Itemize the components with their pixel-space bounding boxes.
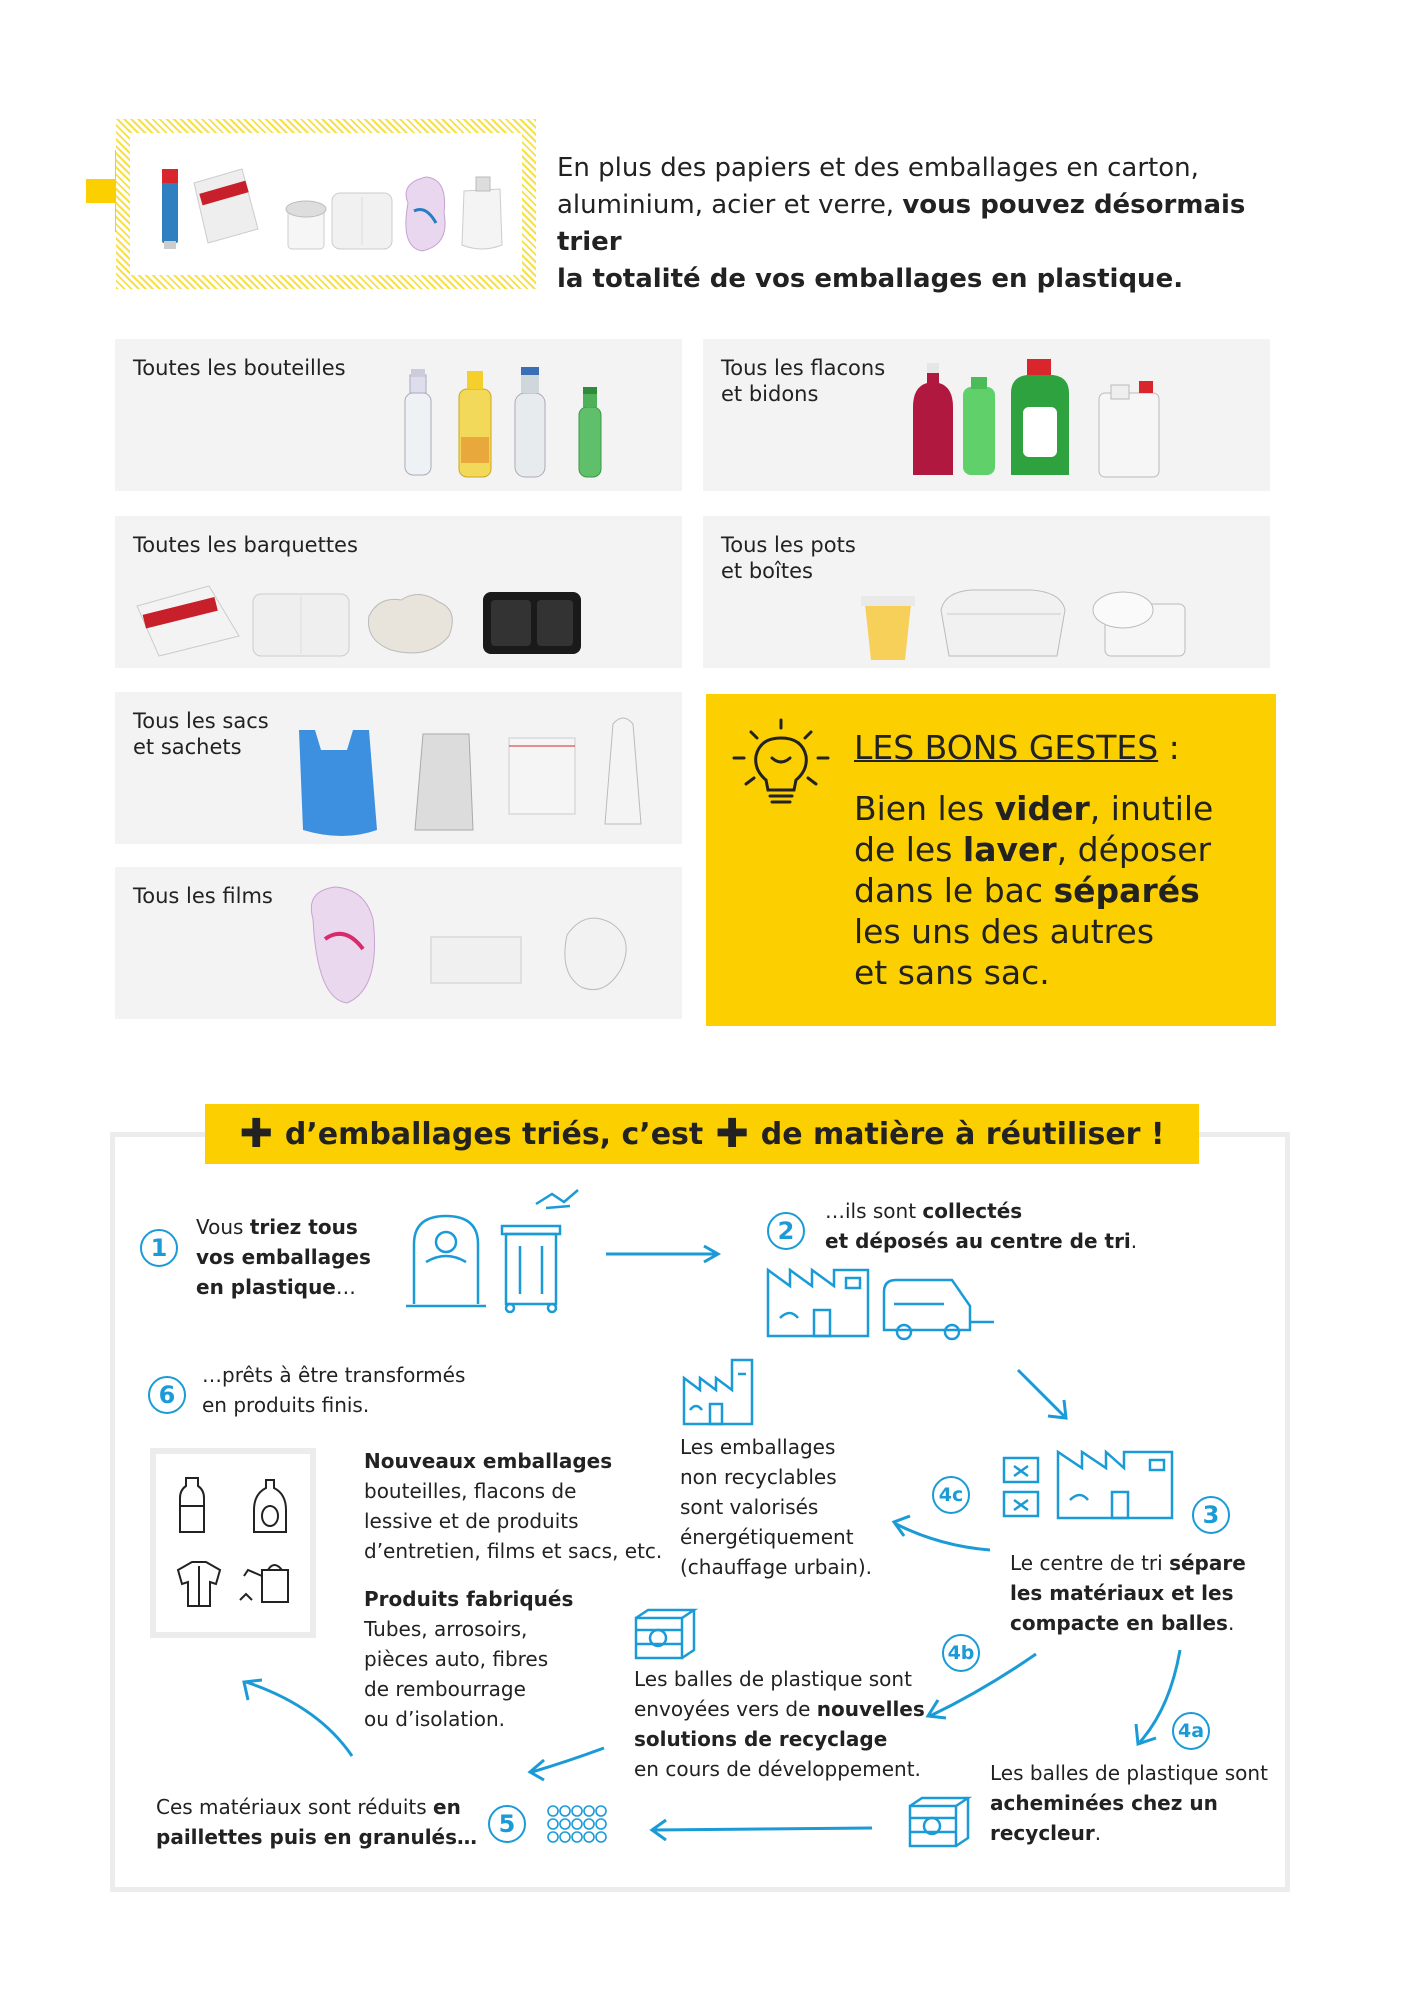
arrow-1-to-2 xyxy=(604,1242,724,1266)
step-4a-line-3 xyxy=(990,1818,1268,1848)
step-2-text xyxy=(825,1196,1137,1256)
products-text-2d: ou d’isolation. xyxy=(364,1707,506,1731)
products-text-2a: Tubes, arrosoirs, xyxy=(364,1617,528,1641)
step-3-line-3 xyxy=(1010,1608,1246,1638)
lightbulb-icon xyxy=(726,718,836,818)
step-4b-badge: 4b xyxy=(942,1634,980,1672)
sorting-center-truck-icon xyxy=(766,1266,1006,1342)
intro-line-1: En plus des papiers et des emballages en carton, xyxy=(557,153,1199,183)
banner-plus-icon-2: ✚ xyxy=(715,1111,749,1157)
arrow-4b-to-5 xyxy=(526,1744,608,1782)
step-6-badge: 6 xyxy=(148,1376,186,1414)
card-films-label: Tous les films xyxy=(133,884,273,908)
tips-l3b: séparés xyxy=(1053,871,1200,910)
step-1-d: en plastique xyxy=(196,1275,336,1299)
card-bottles-label: Toutes les bouteilles xyxy=(133,356,346,380)
step-4b-line-1: Les balles de plastique sont xyxy=(634,1667,912,1691)
tips-title-text: LES BONS GESTES xyxy=(854,728,1159,767)
intro-line-3-bold: la totalité de vos emballages en plastique. xyxy=(557,264,1184,294)
step-5-c: paillettes puis en granulés… xyxy=(156,1825,478,1849)
card-pots-label: Tous les pots et boîtes xyxy=(721,533,856,583)
tips-body xyxy=(854,788,1213,993)
step-6-line-1: …prêts à être transformés xyxy=(202,1363,466,1387)
step-4c-line-2: non recyclables xyxy=(680,1465,837,1489)
step-4a-c: recycleur xyxy=(990,1821,1095,1845)
tips-line-1 xyxy=(854,788,1213,829)
step-4a-line-2 xyxy=(990,1788,1268,1818)
card-trays-label: Toutes les barquettes xyxy=(133,533,358,557)
tips-line-2 xyxy=(854,829,1213,870)
tips-line-4: les uns des autres xyxy=(854,912,1155,951)
step-3-line-2 xyxy=(1010,1578,1246,1608)
step-4b-line-2 xyxy=(634,1694,925,1724)
tips-l2b: laver xyxy=(962,830,1057,869)
step-1-badge: 1 xyxy=(140,1229,178,1267)
step-3-text xyxy=(1010,1548,1246,1638)
tips-l1c: , inutile xyxy=(1089,789,1214,828)
card-films xyxy=(115,867,682,1019)
step-6-text xyxy=(202,1360,465,1420)
products-heading-1: Nouveaux emballages xyxy=(364,1449,613,1473)
card-trays xyxy=(115,516,682,668)
step-3-b: sépare xyxy=(1169,1551,1246,1575)
step-4c-line-4: énergétiquement xyxy=(680,1525,854,1549)
step-1-c: vos emballages xyxy=(196,1245,371,1269)
step-5-a: Ces matériaux sont réduits xyxy=(156,1795,434,1819)
finished-products-icons xyxy=(170,1466,300,1622)
sorting-bins-icon xyxy=(406,1180,590,1314)
factory-icon xyxy=(682,1356,756,1428)
card-flasks-label: Tous les flacons et bidons xyxy=(721,356,886,406)
step-3-badge: 3 xyxy=(1192,1496,1230,1534)
step-3-d: compacte en balles xyxy=(1010,1611,1228,1635)
step-4c-badge: 4c xyxy=(932,1476,970,1514)
step-4a-d: . xyxy=(1094,1821,1102,1845)
intro-line-2-regular: aluminium, acier et verre, xyxy=(557,190,895,220)
flow-banner xyxy=(205,1104,1199,1164)
tips-title xyxy=(854,728,1180,767)
step-4b-b: envoyées vers de xyxy=(634,1697,817,1721)
step-3-a: Le centre de tri xyxy=(1010,1551,1170,1575)
step-2-a: …ils sont xyxy=(825,1199,923,1223)
bottles-illustration xyxy=(395,363,655,483)
banner-plus-icon-1: ✚ xyxy=(239,1111,273,1157)
tips-l2a: de les xyxy=(854,830,963,869)
products-text-2b: pièces auto, fibres xyxy=(364,1647,549,1671)
step-4a-line-1: Les balles de plastique sont xyxy=(990,1761,1268,1785)
products-text-2c: de rembourrage xyxy=(364,1677,526,1701)
trays-illustration xyxy=(129,566,669,666)
step-2-d: . xyxy=(1130,1229,1138,1253)
step-4c-line-5: (chauffage urbain). xyxy=(680,1555,873,1579)
intro-packaging-illustration xyxy=(130,133,522,275)
plastic-bale-icon-4a xyxy=(908,1796,970,1850)
tips-line-5: et sans sac. xyxy=(854,953,1050,992)
step-5-b: en xyxy=(433,1795,461,1819)
step-4a-b: acheminées chez un xyxy=(990,1791,1218,1815)
intro-line-2 xyxy=(557,187,1277,261)
step-2-line-1 xyxy=(825,1196,1137,1226)
step-2-c: et déposés au centre de tri xyxy=(825,1229,1131,1253)
arrow-5-to-6 xyxy=(238,1676,358,1760)
arrow-4a-to-5 xyxy=(648,1816,876,1844)
step-4b-c: nouvelles xyxy=(816,1697,925,1721)
card-flasks xyxy=(703,339,1270,491)
finished-products-text xyxy=(364,1446,662,1734)
step-3-line-1 xyxy=(1010,1548,1246,1578)
step-4a-text xyxy=(990,1758,1268,1848)
step-1-line-3 xyxy=(196,1272,371,1302)
products-text-1a: bouteilles, flacons de xyxy=(364,1479,577,1503)
step-5-line-2 xyxy=(156,1822,477,1852)
step-5-badge: 5 xyxy=(488,1805,526,1843)
arrow-2-to-3 xyxy=(1014,1366,1074,1424)
card-pots xyxy=(703,516,1270,668)
tips-l1b: vider xyxy=(994,789,1090,828)
step-2-b: collectés xyxy=(922,1199,1023,1223)
tips-l3a: dans le bac xyxy=(854,871,1054,910)
step-5-text xyxy=(156,1792,477,1852)
card-bags xyxy=(115,692,682,844)
card-bottles xyxy=(115,339,682,491)
films-illustration xyxy=(305,879,665,1009)
banner-text-2: de matière à réutiliser ! xyxy=(760,1116,1165,1152)
step-1-line-1 xyxy=(196,1212,371,1242)
step-1-text xyxy=(196,1212,371,1302)
step-1-line-2 xyxy=(196,1242,371,1272)
step-1-e: … xyxy=(335,1275,356,1299)
flasks-illustration xyxy=(903,347,1203,487)
step-4c-line-3: sont valorisés xyxy=(680,1495,819,1519)
tips-title-colon: : xyxy=(1158,728,1180,767)
step-3-e: . xyxy=(1227,1611,1235,1635)
step-2-badge: 2 xyxy=(767,1212,805,1250)
step-5-line-1 xyxy=(156,1792,477,1822)
step-4b-line-3 xyxy=(634,1724,925,1754)
intro-packaging-frame xyxy=(116,119,536,289)
intro-text xyxy=(557,150,1277,298)
tips-l2c: , déposer xyxy=(1056,830,1212,869)
banner-text-1: d’emballages triés, c’est xyxy=(284,1116,704,1152)
step-4b-line-4: en cours de développement. xyxy=(634,1757,921,1781)
arrow-3-to-4b xyxy=(924,1648,1040,1722)
products-text-1b: lessive et de produits xyxy=(364,1509,579,1533)
step-1-a: Vous xyxy=(196,1215,250,1239)
step-3-c: les matériaux et les xyxy=(1010,1581,1234,1605)
arrow-3-to-4c xyxy=(890,1508,994,1556)
step-4c-text xyxy=(680,1432,872,1582)
products-text-1c: d’entretien, films et sacs, etc. xyxy=(364,1539,663,1563)
step-1-b: triez tous xyxy=(249,1215,358,1239)
card-bags-label: Tous les sacs et sachets xyxy=(133,709,269,759)
tips-l1a: Bien les xyxy=(854,789,995,828)
bags-illustration xyxy=(293,700,673,840)
step-6-line-2: en produits finis. xyxy=(202,1393,370,1417)
pots-illustration xyxy=(861,570,1261,670)
step-2-line-2 xyxy=(825,1226,1137,1256)
step-4a-badge: 4a xyxy=(1172,1712,1210,1750)
tips-box xyxy=(706,694,1276,1026)
products-heading-2: Produits fabriqués xyxy=(364,1587,574,1611)
granules-icon xyxy=(546,1804,612,1844)
step-4b-d: solutions de recyclage xyxy=(634,1727,888,1751)
step-4b-text xyxy=(634,1664,925,1784)
sorting-center-bales-icon xyxy=(1002,1448,1178,1524)
step-4c-line-1: Les emballages xyxy=(680,1435,836,1459)
intro-line-3 xyxy=(557,261,1277,298)
tips-line-3 xyxy=(854,870,1213,911)
intro-line-2-bold: vous pouvez désormais trier xyxy=(557,190,1246,257)
